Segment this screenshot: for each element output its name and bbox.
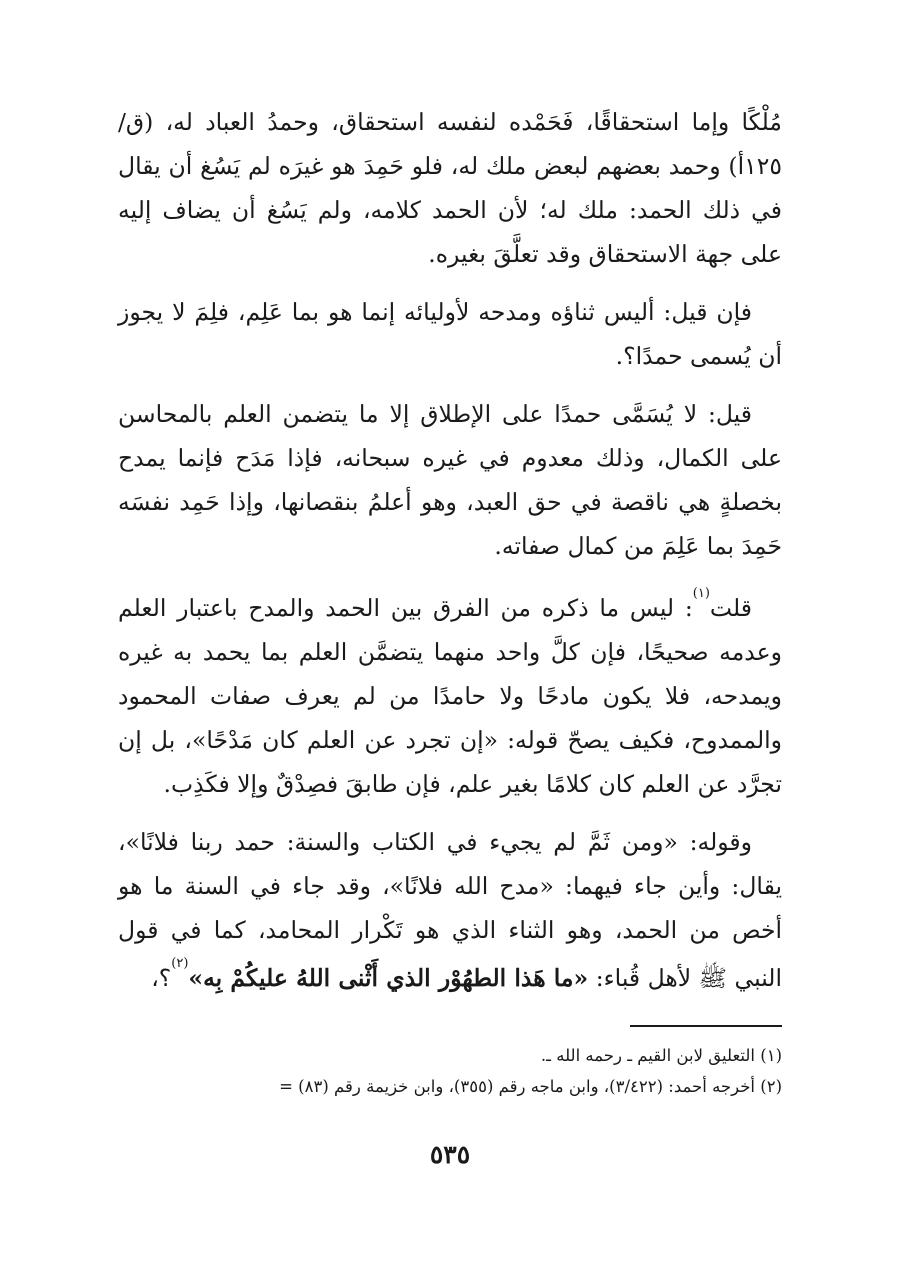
paragraph-3-text: قيل: لا يُسَمَّى حمدًا على الإطلاق إلا ما يتضمن العلم بالمحاسن على الكمال، وذلك معدوم في غيره سبحانه، فإذا مَدَح فإنما يمدح بخصلةٍ هي ناقصة في حق العبد، وهو أعلمُ بنقصانها، وإذا حَمِد نفسَه حَمِدَ بما عَلِمَ من كمال صفاته.	[118, 400, 782, 560]
paragraph-4	[118, 582, 782, 806]
paragraph-5-text: وقوله: «ومن ثَمَّ لم يجيء في الكتاب والسنة: حمد ربنا فلانًا»، يقال: وأين جاء فيهما: «مدح الله فلانًا»، وقد جاء في السنة ما هو أخص من الحمد، وهو الثناء الذي هو تَكْرار المحامد، كما في قول النبي ﷺ لأهل قُباء:	[118, 827, 782, 992]
footnote-divider	[630, 1025, 782, 1027]
paragraph-4-lead: قلت	[709, 593, 752, 622]
footnote-ref-1[interactable]: (١)	[692, 586, 710, 601]
footnotes	[118, 1040, 782, 1102]
hadith-quote: «ما هَذا الطهُوْر الذي أَثْنى اللهُ عليكُمْ بِه»	[188, 963, 589, 992]
main-text	[118, 100, 782, 1000]
footnote-2: (٢) أخرجه أحمد: (٣/٤٢٢)، وابن ماجه رقم (٣٥٥)، وابن خزيمة رقم (٨٣) =	[279, 1077, 782, 1096]
page-number: ٥٣٥	[429, 1140, 471, 1169]
book-page	[118, 100, 782, 1271]
paragraph-1-text: مُلْكًا وإما استحقاقًا، فَحَمْده لنفسه استحقاق، وحمدُ العباد له، (ق/١٢٥أ) وحمد بعضهم لبعض ملك له، فلو حَمِدَ هو غيرَه لم يَسُغ أن يقال في ذلك الحمد: ملك له؛ لأن الحمد كلامه، ولم يَسُغ أن يضاف إليه على جهة الاستحقاق وقد تعلَّقَ بغيره.	[118, 108, 782, 268]
paragraph-5	[118, 820, 782, 1000]
paragraph-5-tail: ؟،	[151, 963, 172, 992]
paragraph-3	[118, 392, 782, 568]
paragraph-4-text: : ليس ما ذكره من الفرق بين الحمد والمدح باعتبار العلم وعدمه صحيحًا، فإن كلَّ واحد منهما يتضمَّن العلم بما يحمد به غيره ويمدحه، فلا يكون مادحًا ولا حامدًا من لم يعرف صفات المحمود والممدوح، فكيف يصحّ قوله: «إن تجرد عن العلم كان مَدْحًا»، بل إن تجرَّد عن العلم كان كلامًا بغير علم، فإن طابقَ فصِدْقٌ وإلا فكَذِب.	[118, 593, 782, 798]
paragraph-2-text: فإن قيل: أليس ثناؤه ومدحه لأوليائه إنما هو بما عَلِم، فلِمَ لا يجوز أن يُسمى حمدًا؟.	[118, 298, 782, 370]
footnote-1: (١) التعليق لابن القيم ـ رحمه الله ـ.	[540, 1046, 782, 1065]
paragraph-2	[118, 290, 782, 378]
paragraph-1	[118, 100, 782, 276]
footnote-ref-2[interactable]: (٢)	[171, 955, 189, 971]
